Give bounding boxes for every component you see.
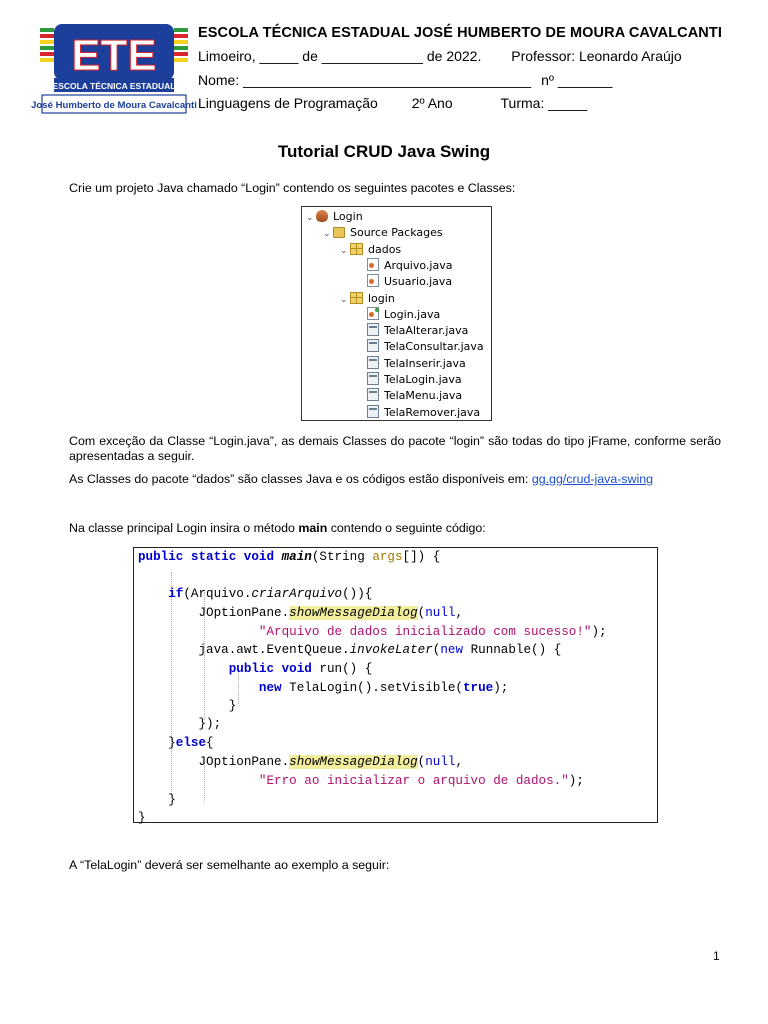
code-line-4: "Arquivo de dados inicializado com sucesso!"); [258, 625, 607, 639]
ete-school-logo [31, 22, 197, 116]
code-download-link[interactable]: gg.gg/crud-java-swing [531, 472, 654, 486]
chevron-down-icon[interactable]: ⌄ [323, 229, 331, 240]
school-year: 2º Ano [411, 95, 453, 111]
tree-item [357, 372, 462, 388]
code-screenshot [133, 547, 658, 823]
tree-item [357, 388, 462, 404]
tree-item [357, 405, 480, 421]
tree-item [323, 225, 443, 241]
course-name: Linguagens de Programação [198, 95, 378, 111]
package-icon [350, 243, 363, 255]
logo-banner: ESCOLA TÉCNICA ESTADUAL [52, 81, 176, 91]
main-keyword: main [298, 521, 328, 535]
code-line-13: } [168, 793, 176, 807]
chevron-down-icon[interactable]: ⌄ [306, 213, 314, 223]
school-name: ESCOLA TÉCNICA ESTADUAL JOSÉ HUMBERTO DE MOURA CAVALCANTI [198, 25, 722, 41]
name-line [198, 72, 612, 88]
logo-subtitle: José Humberto de Moura Cavalcanti [31, 100, 197, 111]
class-field: Turma: _____ [500, 95, 588, 111]
java-main-class-icon [367, 307, 379, 320]
source-packages-icon [333, 227, 345, 238]
chevron-down-icon[interactable]: ⌄ [340, 245, 348, 256]
intro-paragraph: Crie um projeto Java chamado “Login” contendo os seguintes pacotes e Classes: [69, 181, 516, 195]
project-tree-screenshot [301, 206, 492, 421]
main-paragraph-suffix: contendo o seguinte código: [327, 521, 486, 535]
code-line-10: }else{ [168, 736, 214, 750]
tree-item-label: TelaLogin.java [384, 373, 462, 386]
professor: Professor: Leonardo Araújo [511, 48, 682, 64]
tree-item-label: TelaAlterar.java [384, 324, 469, 338]
place-date-line [198, 48, 682, 64]
jframe-form-icon [367, 356, 379, 369]
exception-paragraph: Com exceção da Classe “Login.java”, as demais Classes do pacote “login” são todas do tipo jFrame, conforme serão apresentadas a seguir. [69, 434, 721, 463]
page-number: 1 [713, 949, 720, 963]
tree-item [340, 291, 395, 307]
tree-item-label: TelaRemover.java [384, 405, 481, 419]
main-paragraph-prefix: Na classe principal Login insira o método [69, 521, 299, 535]
dados-paragraph-text: As Classes do pacote “dados” são classes Java e os códigos estão disponíveis em: [69, 472, 532, 486]
tree-item-label: Arquivo.java [384, 258, 453, 272]
tree-item-label: TelaMenu.java [384, 389, 463, 403]
code-line-14: } [138, 811, 146, 825]
code-line-6: public void run() { [228, 662, 373, 676]
tree-item [306, 209, 363, 225]
dados-paragraph [69, 472, 721, 487]
code-line-1: public static void main(String args[]) { [138, 550, 441, 564]
tree-item [357, 307, 440, 323]
jframe-form-icon [367, 372, 379, 385]
student-number-field: nº _______ [541, 72, 613, 88]
tree-item-label: Usuario.java [384, 275, 453, 289]
tree-item [357, 356, 466, 372]
tree-item [357, 323, 468, 339]
tree-item-label: TelaInserir.java [384, 356, 466, 370]
tree-item-label: TelaConsultar.java [384, 340, 484, 354]
java-class-icon [367, 258, 379, 271]
code-line-5: java.awt.EventQueue.invokeLater(new Runnable() { [198, 643, 562, 657]
code-line-11: JOptionPane.showMessageDialog(null, [198, 755, 464, 769]
code-line-12: "Erro ao inicializar o arquivo de dados."); [258, 774, 584, 788]
code-line-7: new TelaLogin().setVisible(true); [258, 681, 509, 695]
student-name-field: Nome: _____________________________________ [198, 72, 532, 88]
document-title: Tutorial CRUD Java Swing [277, 142, 491, 161]
tree-item-label: login [368, 291, 395, 305]
chevron-down-icon[interactable]: ⌄ [340, 294, 348, 305]
place-date: Limoeiro, _____ de _____________ de 2022. [198, 48, 482, 64]
project-icon [316, 210, 328, 222]
tree-item [357, 339, 484, 355]
code-line-3: JOptionPane.showMessageDialog(null, [198, 606, 464, 620]
telalogin-paragraph: A “TelaLogin” deverá ser semelhante ao exemplo a seguir: [69, 858, 390, 872]
jframe-form-icon [367, 405, 379, 418]
code-line-2: if(Arquivo.criarArquivo()){ [168, 587, 373, 601]
tree-item [357, 274, 452, 290]
jframe-form-icon [367, 339, 379, 352]
jframe-form-icon [367, 388, 379, 401]
jframe-form-icon [367, 323, 379, 336]
tree-item [340, 242, 401, 258]
code-line-9: }); [198, 717, 222, 731]
java-class-icon [367, 274, 379, 287]
tree-item-label: Login.java [384, 307, 441, 321]
logo-letters: ETE [71, 31, 157, 80]
package-icon [350, 292, 363, 304]
tree-item [357, 258, 452, 274]
tree-item-label: Login [333, 210, 363, 223]
tree-item-label: dados [368, 242, 402, 256]
tree-item-label: Source Packages [350, 226, 443, 240]
main-method-paragraph [69, 521, 721, 536]
course-line [198, 95, 587, 111]
code-line-8: } [228, 699, 237, 713]
